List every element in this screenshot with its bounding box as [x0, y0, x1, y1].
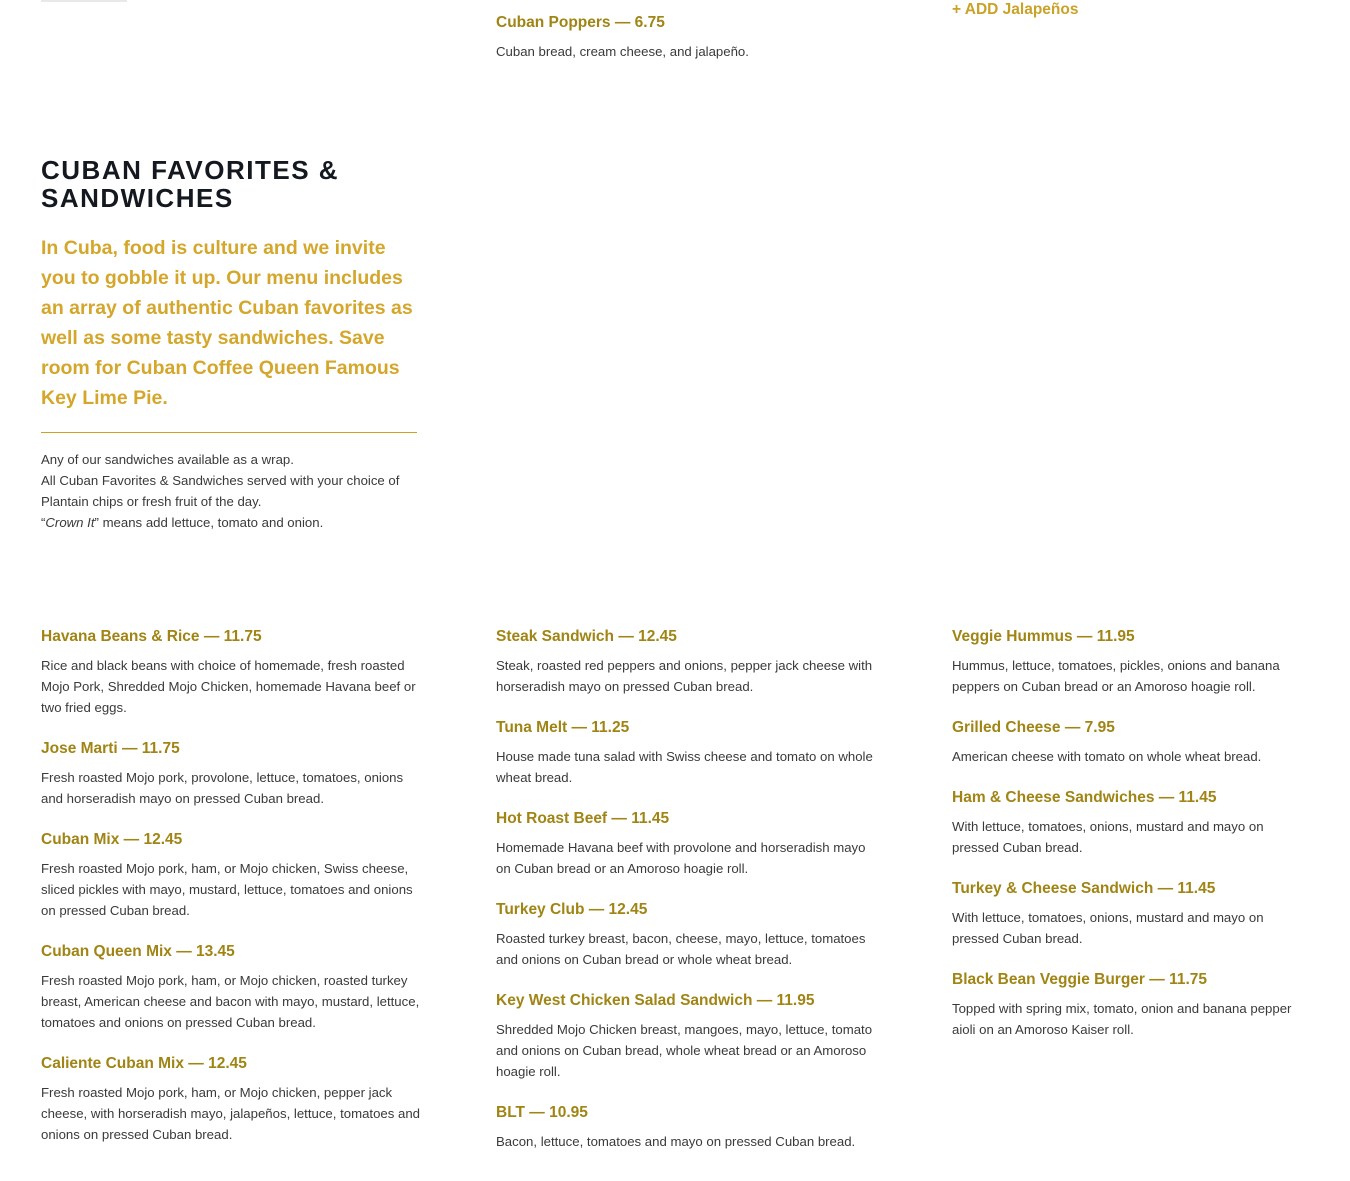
- item-description: Hummus, lettuce, tomatoes, pickles, onions and banana peppers on Cuban bread or an Amoroso hoagie roll.: [952, 658, 1280, 694]
- item-description: With lettuce, tomatoes, onions, mustard and mayo on pressed Cuban bread.: [952, 819, 1264, 855]
- menu-item: [496, 991, 876, 1082]
- menu-item: [952, 788, 1314, 858]
- item-title: Ham & Cheese Sandwiches — 11.45: [952, 789, 1217, 806]
- item-title: Grilled Cheese — 7.95: [952, 719, 1115, 736]
- item-description: Fresh roasted Mojo pork, provolone, lettuce, tomatoes, onions and horseradish mayo on pressed Cuban bread.: [41, 770, 404, 806]
- menu-item: [41, 942, 421, 1033]
- item-description: Homemade Havana beef with provolone and horseradish mayo on Cuban bread or an Amoroso hoagie roll.: [496, 840, 866, 876]
- section-divider: [41, 432, 417, 433]
- menu-notes: [41, 449, 421, 533]
- menu-item: [952, 879, 1314, 949]
- item-title: BLT — 10.95: [496, 1104, 588, 1121]
- section-intro: In Cuba, food is culture and we invite you to gobble it up. Our menu includes an array of authentic Cuban favorites as well as some tasty sandwiches. Save room for Cuban Coffee Queen Famous Key Lime Pie.: [41, 237, 413, 409]
- item-title: Turkey Club — 12.45: [496, 901, 648, 918]
- note-crown-rest: ” means add lettuce, tomato and onion.: [94, 515, 324, 530]
- crown-it-term: Crown It: [45, 515, 95, 530]
- item-description: Bacon, lettuce, tomatoes and mayo on pressed Cuban bread.: [496, 1134, 856, 1149]
- menu-item: [41, 830, 421, 921]
- item-title: Havana Beans & Rice — 11.75: [41, 628, 262, 645]
- item-description: American cheese with tomato on whole wheat bread.: [952, 749, 1262, 764]
- item-title: Turkey & Cheese Sandwich — 11.45: [952, 880, 1216, 897]
- menu-item: [41, 627, 421, 718]
- menu-column-3: [952, 627, 1314, 1061]
- menu-item: [496, 1103, 876, 1152]
- item-description: Shredded Mojo Chicken breast, mangoes, mayo, lettuce, tomato and onions on Cuban bread, whole wheat bread or an Amoroso hoagie roll.: [496, 1022, 873, 1079]
- item-title: Steak Sandwich — 12.45: [496, 628, 677, 645]
- menu-item-cuban-poppers: [496, 13, 876, 62]
- item-description: Roasted turkey breast, bacon, cheese, mayo, lettuce, tomatoes and onions on Cuban bread or whole wheat bread.: [496, 931, 866, 967]
- menu-item: [496, 718, 876, 788]
- divider: [41, 0, 127, 2]
- item-description: Topped with spring mix, tomato, onion and banana pepper aioli on an Amoroso Kaiser roll.: [952, 1001, 1292, 1037]
- note-sides: All Cuban Favorites & Sandwiches served with your choice of Plantain chips or fresh fruit of the day.: [41, 473, 400, 509]
- item-description: With lettuce, tomatoes, onions, mustard and mayo on pressed Cuban bread.: [952, 910, 1264, 946]
- menu-item: [41, 1054, 421, 1145]
- menu-item: [496, 809, 876, 879]
- add-jalapenos-option: + ADD Jalapeños: [952, 1, 1079, 18]
- menu-item: [952, 627, 1314, 697]
- item-title: Veggie Hummus — 11.95: [952, 628, 1135, 645]
- item-title: Cuban Poppers — 6.75: [496, 14, 665, 31]
- item-title: Tuna Melt — 11.25: [496, 719, 630, 736]
- item-title: Caliente Cuban Mix — 12.45: [41, 1055, 247, 1072]
- item-description: Rice and black beans with choice of homemade, fresh roasted Mojo Pork, Shredded Mojo Chicken, homemade Havana beef or two fried eggs.: [41, 658, 416, 715]
- menu-column-1: [41, 627, 421, 1166]
- menu-item: [496, 627, 876, 697]
- item-title: Jose Marti — 11.75: [41, 740, 180, 757]
- menu-item: [952, 718, 1314, 767]
- note-crown-open-quote: “: [41, 515, 46, 530]
- item-description: Fresh roasted Mojo pork, ham, or Mojo chicken, pepper jack cheese, with horseradish mayo, jalapeños, lettuce, tomatoes and onions on pressed Cuban bread.: [41, 1085, 420, 1142]
- menu-column-2: [496, 627, 876, 1173]
- section-title: CUBAN FAVORITES & SANDWICHES: [41, 155, 340, 213]
- item-description: Steak, roasted red peppers and onions, pepper jack cheese with horseradish mayo on pressed Cuban bread.: [496, 658, 873, 694]
- item-description: Cuban bread, cream cheese, and jalapeño.: [496, 44, 749, 59]
- note-crown-it: [41, 512, 421, 533]
- menu-item: [496, 900, 876, 970]
- item-title: Black Bean Veggie Burger — 11.75: [952, 971, 1208, 988]
- menu-item: [952, 970, 1314, 1040]
- item-title: Key West Chicken Salad Sandwich — 11.95: [496, 992, 815, 1009]
- item-title: Hot Roast Beef — 11.45: [496, 810, 670, 827]
- note-wrap: Any of our sandwiches available as a wrap.: [41, 452, 294, 467]
- item-description: House made tuna salad with Swiss cheese and tomato on whole wheat bread.: [496, 749, 873, 785]
- item-title: Cuban Queen Mix — 13.45: [41, 943, 235, 960]
- item-description: Fresh roasted Mojo pork, ham, or Mojo chicken, roasted turkey breast, American cheese and bacon with mayo, mustard, lettuce, tomatoes and onions on pressed Cuban bread.: [41, 973, 420, 1030]
- item-description: Fresh roasted Mojo pork, ham, or Mojo chicken, Swiss cheese, sliced pickles with mayo, mustard, lettuce, tomatoes and onions on pressed Cuban bread.: [41, 861, 413, 918]
- menu-item: [41, 739, 421, 809]
- item-title: Cuban Mix — 12.45: [41, 831, 183, 848]
